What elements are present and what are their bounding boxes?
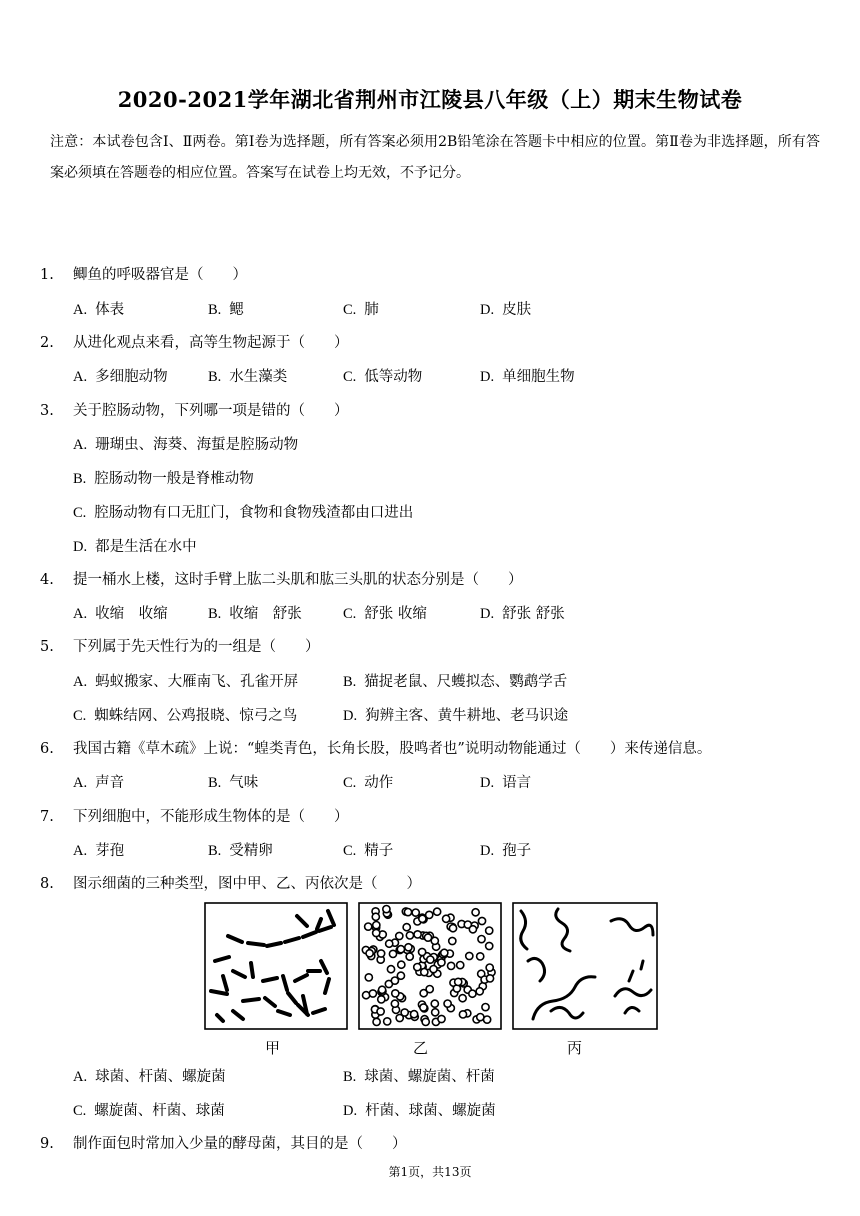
coccus-cell	[373, 1018, 380, 1025]
coccus-cell	[486, 975, 493, 982]
coccus-cell	[443, 915, 450, 922]
coccus-cell	[404, 909, 411, 916]
option-a: A. 多细胞动物	[73, 369, 168, 385]
coccus-cell	[466, 952, 473, 959]
coccus-cell	[397, 946, 404, 953]
spiral-bacteria-panel	[513, 903, 657, 1029]
option-b: B. 水生藻类	[208, 369, 288, 385]
coccus-cell	[449, 937, 456, 944]
question-number: 4.	[40, 572, 54, 588]
option-b: B. 腔肠动物一般是脊椎动物	[73, 471, 254, 487]
coccus-cell	[403, 924, 410, 931]
question-number: 8.	[40, 876, 54, 892]
option-c: C. 动作	[343, 775, 394, 791]
coccus-cell	[420, 1004, 427, 1011]
coccus-cell	[441, 949, 448, 956]
question-2	[40, 331, 349, 352]
coccus-cell	[378, 996, 385, 1003]
question-text: 鲫鱼的呼吸器官是（ ）	[73, 267, 247, 283]
exam-title: 2020-2021学年湖北省荆州市江陵县八年级（上）期末生物试卷	[117, 87, 743, 112]
option-b: B. 猫捉老鼠、尺蠖拟态、鹦鹉学舌	[343, 674, 568, 690]
option-c: C. 精子	[343, 843, 394, 859]
coccus-cell	[384, 1018, 391, 1025]
coccus-cell	[431, 937, 438, 944]
coccus-cell	[486, 927, 493, 934]
coccus-cell	[434, 908, 441, 915]
coccus-cell	[386, 940, 393, 947]
option-c: C. 蜘蛛结网、公鸡报晓、惊弓之鸟	[73, 708, 298, 724]
question-number: 2.	[40, 335, 54, 351]
option-d: D. 单细胞生物	[480, 369, 575, 385]
coccus-cell	[459, 995, 466, 1002]
coccus-cell	[389, 950, 396, 957]
coccus-cell	[365, 923, 372, 930]
option-a: A. 芽孢	[73, 843, 125, 859]
question-number: 3.	[40, 403, 54, 419]
question-4	[40, 568, 523, 589]
coccus-cell	[405, 944, 412, 951]
option-d: D. 杆菌、球菌、螺旋菌	[343, 1103, 496, 1119]
coccus-cell	[444, 1000, 451, 1007]
question-text: 下列属于先天性行为的一组是（ ）	[73, 639, 320, 655]
option-d: D. 狗辨主客、黄牛耕地、老马识途	[343, 708, 569, 724]
question-text: 提一桶水上楼，这时手臂上肱二头肌和肱三头肌的状态分别是（ ）	[73, 572, 523, 588]
page-footer: 第1页，共13页	[388, 1165, 472, 1179]
option-a: A. 收缩 收缩	[73, 606, 168, 622]
coccus-cell	[411, 1011, 418, 1018]
coccus-cell	[449, 925, 456, 932]
coccus-cell	[401, 1009, 408, 1016]
option-d: D. 都是生活在水中	[73, 539, 197, 555]
coccus-cell	[482, 1004, 489, 1011]
figure-label-bing: 丙	[567, 1039, 583, 1057]
option-a: A. 体表	[73, 302, 125, 318]
question-number: 9.	[40, 1136, 54, 1152]
coccus-cell	[477, 953, 484, 960]
coccus-cell	[477, 1014, 484, 1021]
question-3	[40, 399, 349, 420]
coccus-cell	[392, 990, 399, 997]
option-d: D. 舒张 舒张	[480, 606, 565, 622]
option-b: B. 收缩 舒张	[208, 606, 302, 622]
figure-label-yi: 乙	[413, 1039, 429, 1057]
question-text: 制作面包时常加入少量的酵母菌，其目的是（ ）	[73, 1136, 407, 1152]
question-text: 关于腔肠动物，下列哪一项是错的（ ）	[73, 403, 349, 419]
question-5	[40, 635, 320, 656]
option-d: D. 语言	[480, 775, 532, 791]
coccus-cell	[427, 956, 434, 963]
coccus-cell	[373, 929, 380, 936]
rod-bacteria-panel	[205, 903, 347, 1029]
coccus-cell	[406, 932, 413, 939]
coccus-cell	[457, 962, 464, 969]
coccus-cell	[448, 962, 455, 969]
coccus-cell	[396, 932, 403, 939]
coccus-cell	[365, 974, 372, 981]
coccus-cell	[426, 986, 433, 993]
option-b: B. 球菌、螺旋菌、杆菌	[343, 1069, 495, 1085]
question-number: 5.	[40, 639, 54, 655]
coccus-cell	[438, 1015, 445, 1022]
question-6	[40, 737, 711, 758]
option-d: D. 皮肤	[480, 302, 532, 318]
coccus-cell	[476, 988, 483, 995]
coccus-cell	[469, 926, 476, 933]
coccus-cell	[406, 953, 413, 960]
option-c: C. 螺旋菌、杆菌、球菌	[73, 1103, 225, 1119]
option-b: B. 鳃	[208, 302, 244, 318]
question-9	[40, 1132, 407, 1153]
coccus-cell	[486, 942, 493, 949]
option-a: A. 声音	[73, 775, 125, 791]
question-7	[40, 805, 349, 826]
coccus-cell	[422, 1018, 429, 1025]
coccus-cell	[397, 972, 404, 979]
coccus-cell	[430, 966, 437, 973]
option-c: C. 舒张 收缩	[343, 606, 427, 622]
coccus-cell	[419, 948, 426, 955]
option-c: C. 腔肠动物有口无肛门，食物和食物残渣都由口进出	[73, 505, 414, 521]
coccus-cell	[426, 911, 433, 918]
coccus-cell	[469, 990, 476, 997]
question-number: 6.	[40, 741, 54, 757]
coccus-cell	[398, 961, 405, 968]
coccus-cell	[366, 950, 373, 957]
coccus-cell	[387, 966, 394, 973]
coccus-cell	[455, 978, 462, 985]
coccus-cell	[414, 931, 421, 938]
coccus-cell	[478, 936, 485, 943]
question-number: 1.	[40, 267, 54, 283]
coccus-cell	[419, 915, 426, 922]
coccus-cell	[373, 922, 380, 929]
option-a: A. 珊瑚虫、海葵、海蜇是腔肠动物	[73, 437, 299, 453]
coccus-cell	[478, 917, 485, 924]
question-1	[40, 263, 247, 284]
coccus-cell	[412, 909, 419, 916]
question-text: 下列细胞中，不能形成生物体的是（ ）	[73, 809, 349, 825]
option-c: C. 低等动物	[343, 369, 423, 385]
question-text: 图示细菌的三种类型，图中甲、乙、丙依次是（ ）	[73, 876, 421, 892]
coccus-cell	[432, 1009, 439, 1016]
coccus-cell	[377, 1008, 384, 1015]
coccus-cell	[379, 986, 386, 993]
option-d: D. 孢子	[480, 843, 532, 859]
coccus-cell	[486, 964, 493, 971]
bacteria-figure	[203, 901, 659, 1061]
coccus-cell	[421, 969, 428, 976]
coccus-cell	[459, 1011, 466, 1018]
coccus-cell	[431, 1000, 438, 1007]
option-c: C. 肺	[343, 302, 379, 318]
option-a: A. 蚂蚁搬家、大雁南飞、孔雀开屏	[73, 674, 299, 690]
coccus-cell	[369, 990, 376, 997]
option-a: A. 球菌、杆菌、螺旋菌	[73, 1069, 226, 1085]
question-8	[40, 872, 421, 893]
question-text: 我国古籍《草木疏》上说：“蝗类青色，长角长股，股鸣者也”说明动物能通过（ ）来传递信息。	[73, 741, 712, 757]
coccus-cell	[438, 959, 445, 966]
option-b: B. 受精卵	[208, 843, 273, 859]
coccus-cell	[383, 906, 390, 913]
coccus-cell	[378, 950, 385, 957]
coccus-bacteria-panel	[359, 903, 501, 1029]
option-b: B. 气味	[208, 775, 259, 791]
question-text: 从进化观点来看，高等生物起源于（ ）	[73, 335, 349, 351]
exam-note: 注意：本试卷包含Ⅰ、Ⅱ两卷。第Ⅰ卷为选择题，所有答案必须用2B铅笔涂在答题卡中相应的位置。第Ⅱ卷为非选择题，所有答案必须填在答题卷的相应位置。答案写在试卷上均无效，不予记分。	[50, 134, 820, 181]
figure-label-jia: 甲	[265, 1039, 281, 1057]
coccus-cell	[472, 909, 479, 916]
question-number: 7.	[40, 809, 54, 825]
coccus-cell	[414, 964, 421, 971]
coccus-cell	[391, 1000, 398, 1007]
coccus-cell	[372, 913, 379, 920]
